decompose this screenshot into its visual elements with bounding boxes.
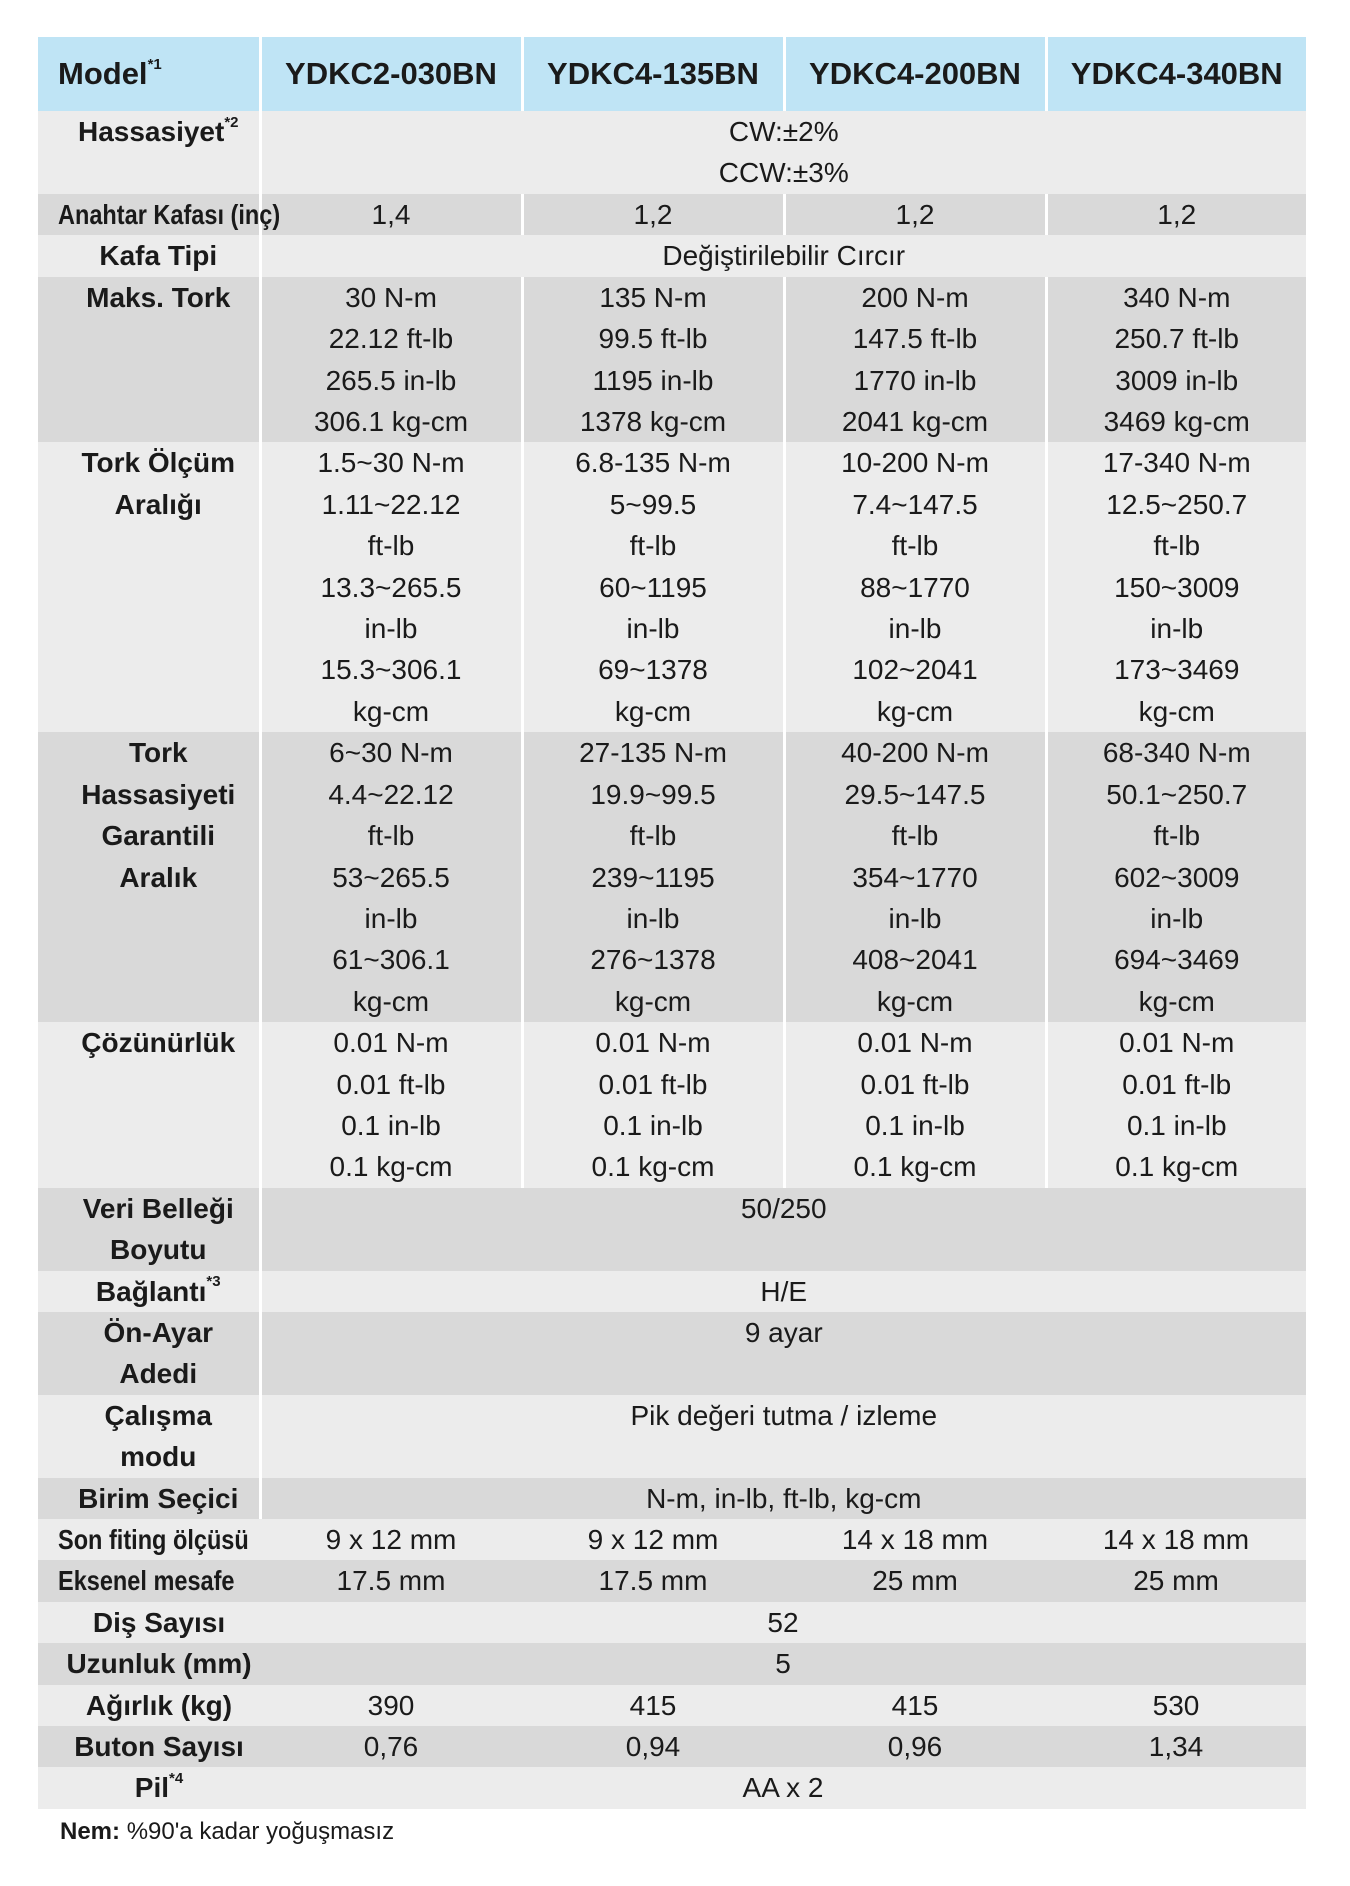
row-connection [38, 1271, 1306, 1312]
row-weight [38, 1685, 1306, 1726]
buttons-2: 0,94 [522, 1726, 784, 1767]
row-teeth [38, 1602, 1306, 1643]
axial-2: 17.5 mm [522, 1560, 784, 1601]
row-units [38, 1478, 1306, 1519]
axial-label: Eksenel mesafe [38, 1560, 260, 1601]
range-4: 17-340 N-m 12.5~250.7 ft-lb 150~3009 in-lb 173~3469 kg-cm [1046, 442, 1306, 732]
footnote-text: %90'a kadar yoğuşmasız [126, 1818, 395, 1845]
model-3: YDKC4-200BN [784, 37, 1046, 111]
footnote-label: Nem: [60, 1818, 121, 1845]
range-2: 6.8-135 N-m 5~99.5 ft-lb 60~1195 in-lb 69~1378 kg-cm [522, 442, 784, 732]
range-3: 10-200 N-m 7.4~147.5 ft-lb 88~1770 in-lb 102~2041 kg-cm [784, 442, 1046, 732]
mode-value: Pik değeri tutma / izleme [260, 1395, 1306, 1478]
battery-label: Pil$^{*4}$ [38, 1767, 260, 1808]
row-length [38, 1643, 1306, 1684]
axial-3: 25 mm [784, 1560, 1046, 1601]
battery-value: AA x 2 [260, 1767, 1306, 1808]
key-head-4: 1,2 [1046, 194, 1306, 235]
footnote [60, 1818, 394, 1846]
row-range [38, 442, 1306, 732]
model-2: YDKC4-135BN [522, 37, 784, 111]
resolution-1: 0.01 N-m 0.01 ft-lb 0.1 in-lb 0.1 kg-cm [260, 1022, 522, 1188]
range-1: 1.5~30 N-m 1.11~22.12 ft-lb 13.3~265.5 in-lb 15.3~306.1 kg-cm [260, 442, 522, 732]
row-guaranteed [38, 732, 1306, 1022]
memory-value: 50/250 [260, 1188, 1306, 1271]
guaranteed-3: 40-200 N-m 29.5~147.5 ft-lb 354~1770 in-lb 408~2041 kg-cm [784, 732, 1046, 1022]
buttons-label: Buton Sayısı [38, 1726, 260, 1767]
presets-value: 9 ayar [260, 1312, 1306, 1395]
model-label: Model$^{*1}$ [38, 37, 260, 111]
key-head-3: 1,2 [784, 194, 1046, 235]
mode-label: Çalışma modu [38, 1395, 260, 1478]
presets-label: Ön-Ayar Adedi [38, 1312, 260, 1395]
max-torque-2: 135 N-m 99.5 ft-lb 1195 in-lb 1378 kg-cm [522, 277, 784, 443]
guaranteed-1: 6~30 N-m 4.4~22.12 ft-lb 53~265.5 in-lb 61~306.1 kg-cm [260, 732, 522, 1022]
buttons-3: 0,96 [784, 1726, 1046, 1767]
spec-sheet [38, 37, 1306, 1809]
connection-label: Bağlantı$^{*3}$ [38, 1271, 260, 1312]
end-fitting-1: 9 x 12 mm [260, 1519, 522, 1560]
guaranteed-label: Tork Hassasiyeti Garantili Aralık [38, 732, 260, 1022]
row-max-torque [38, 277, 1306, 443]
end-fitting-label: Son fiting ölçüsü [38, 1519, 260, 1560]
spec-table [38, 37, 1306, 1809]
head-type-value: Değiştirilebilir Cırcır [260, 235, 1306, 276]
max-torque-1: 30 N-m 22.12 ft-lb 265.5 in-lb 306.1 kg-cm [260, 277, 522, 443]
row-end-fitting [38, 1519, 1306, 1560]
weight-4: 530 [1046, 1685, 1306, 1726]
weight-1: 390 [260, 1685, 522, 1726]
row-head-type [38, 235, 1306, 276]
header-row [38, 37, 1306, 111]
row-battery [38, 1767, 1306, 1808]
head-type-label: Kafa Tipi [38, 235, 260, 276]
buttons-4: 1,34 [1046, 1726, 1306, 1767]
row-resolution [38, 1022, 1306, 1188]
accuracy-value: CW:±2% CCW:±3% [260, 111, 1306, 194]
memory-label: Veri Belleği Boyutu [38, 1188, 260, 1271]
weight-label: Ağırlık (kg) [38, 1685, 260, 1726]
max-torque-4: 340 N-m 250.7 ft-lb 3009 in-lb 3469 kg-cm [1046, 277, 1306, 443]
buttons-1: 0,76 [260, 1726, 522, 1767]
teeth-value: 52 [260, 1602, 1306, 1643]
key-head-label: Anahtar Kafası (inç) [38, 194, 260, 235]
range-label: Tork Ölçüm Aralığı [38, 442, 260, 732]
row-key-head [38, 194, 1306, 235]
axial-4: 25 mm [1046, 1560, 1306, 1601]
weight-2: 415 [522, 1685, 784, 1726]
end-fitting-3: 14 x 18 mm [784, 1519, 1046, 1560]
guaranteed-4: 68-340 N-m 50.1~250.7 ft-lb 602~3009 in-lb 694~3469 kg-cm [1046, 732, 1306, 1022]
length-value: 5 [260, 1643, 1306, 1684]
guaranteed-2: 27-135 N-m 19.9~99.5 ft-lb 239~1195 in-lb 276~1378 kg-cm [522, 732, 784, 1022]
model-4: YDKC4-340BN [1046, 37, 1306, 111]
row-presets [38, 1312, 1306, 1395]
weight-3: 415 [784, 1685, 1046, 1726]
resolution-4: 0.01 N-m 0.01 ft-lb 0.1 in-lb 0.1 kg-cm [1046, 1022, 1306, 1188]
row-axial [38, 1560, 1306, 1601]
end-fitting-4: 14 x 18 mm [1046, 1519, 1306, 1560]
key-head-2: 1,2 [522, 194, 784, 235]
key-head-1: 1,4 [260, 194, 522, 235]
axial-1: 17.5 mm [260, 1560, 522, 1601]
row-buttons [38, 1726, 1306, 1767]
length-label: Uzunluk (mm) [38, 1643, 260, 1684]
units-label: Birim Seçici [38, 1478, 260, 1519]
connection-value: H/E [260, 1271, 1306, 1312]
row-mode [38, 1395, 1306, 1478]
teeth-label: Diş Sayısı [38, 1602, 260, 1643]
max-torque-3: 200 N-m 147.5 ft-lb 1770 in-lb 2041 kg-cm [784, 277, 1046, 443]
row-memory [38, 1188, 1306, 1271]
model-1: YDKC2-030BN [260, 37, 522, 111]
units-value: N-m, in-lb, ft-lb, kg-cm [260, 1478, 1306, 1519]
end-fitting-2: 9 x 12 mm [522, 1519, 784, 1560]
max-torque-label: Maks. Tork [38, 277, 260, 443]
resolution-3: 0.01 N-m 0.01 ft-lb 0.1 in-lb 0.1 kg-cm [784, 1022, 1046, 1188]
resolution-label: Çözünürlük [38, 1022, 260, 1188]
row-accuracy [38, 111, 1306, 194]
resolution-2: 0.01 N-m 0.01 ft-lb 0.1 in-lb 0.1 kg-cm [522, 1022, 784, 1188]
accuracy-label: Hassasiyet$^{*2}$ [38, 111, 260, 194]
